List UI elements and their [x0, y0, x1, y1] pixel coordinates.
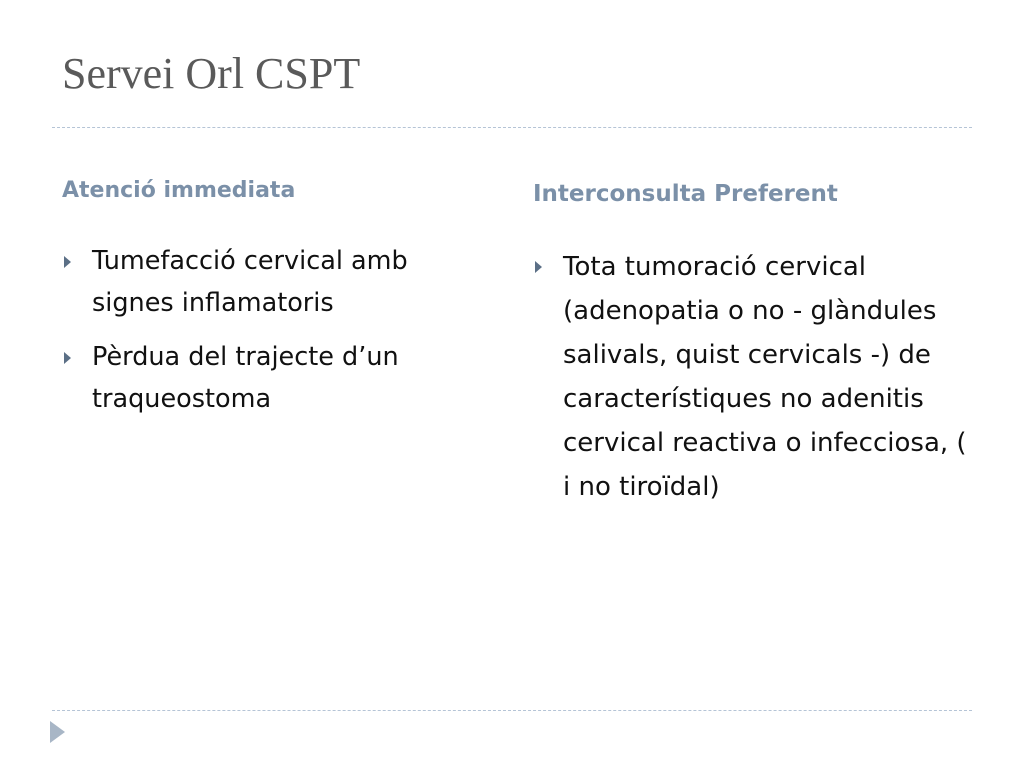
column-heading-immediate-care: Atenció immediata: [62, 178, 296, 203]
title-divider: [52, 127, 972, 128]
bullet-text: Tumefacció cervical amb signes inflamatoris: [92, 246, 408, 319]
bullet-item: [62, 240, 482, 324]
bullet-item: [533, 245, 973, 509]
column-heading-preferent-consult: Interconsulta Preferent: [533, 181, 838, 207]
column-preferent-consult: [533, 178, 973, 519]
bullet-item: [62, 336, 482, 420]
next-slide-arrow-icon[interactable]: [50, 721, 65, 743]
triangle-right-icon: [64, 256, 71, 268]
bullet-list-immediate-care: [62, 240, 482, 420]
bullet-list-preferent-consult: [533, 245, 973, 509]
column-immediate-care: [62, 178, 482, 432]
triangle-right-icon: [535, 261, 542, 273]
bullet-text: Tota tumoració cervical (adenopatia o no - glàndules salivals, quist cervicals -) de característiques no adenitis cervical reactiva o infecciosa, ( i no tiroïdal): [563, 251, 967, 502]
footer-divider: [52, 710, 972, 711]
triangle-right-icon: [64, 352, 71, 364]
bullet-text: Pèrdua del trajecte d’un traqueostoma: [92, 342, 399, 415]
slide-title: Servei Orl CSPT: [62, 49, 361, 98]
